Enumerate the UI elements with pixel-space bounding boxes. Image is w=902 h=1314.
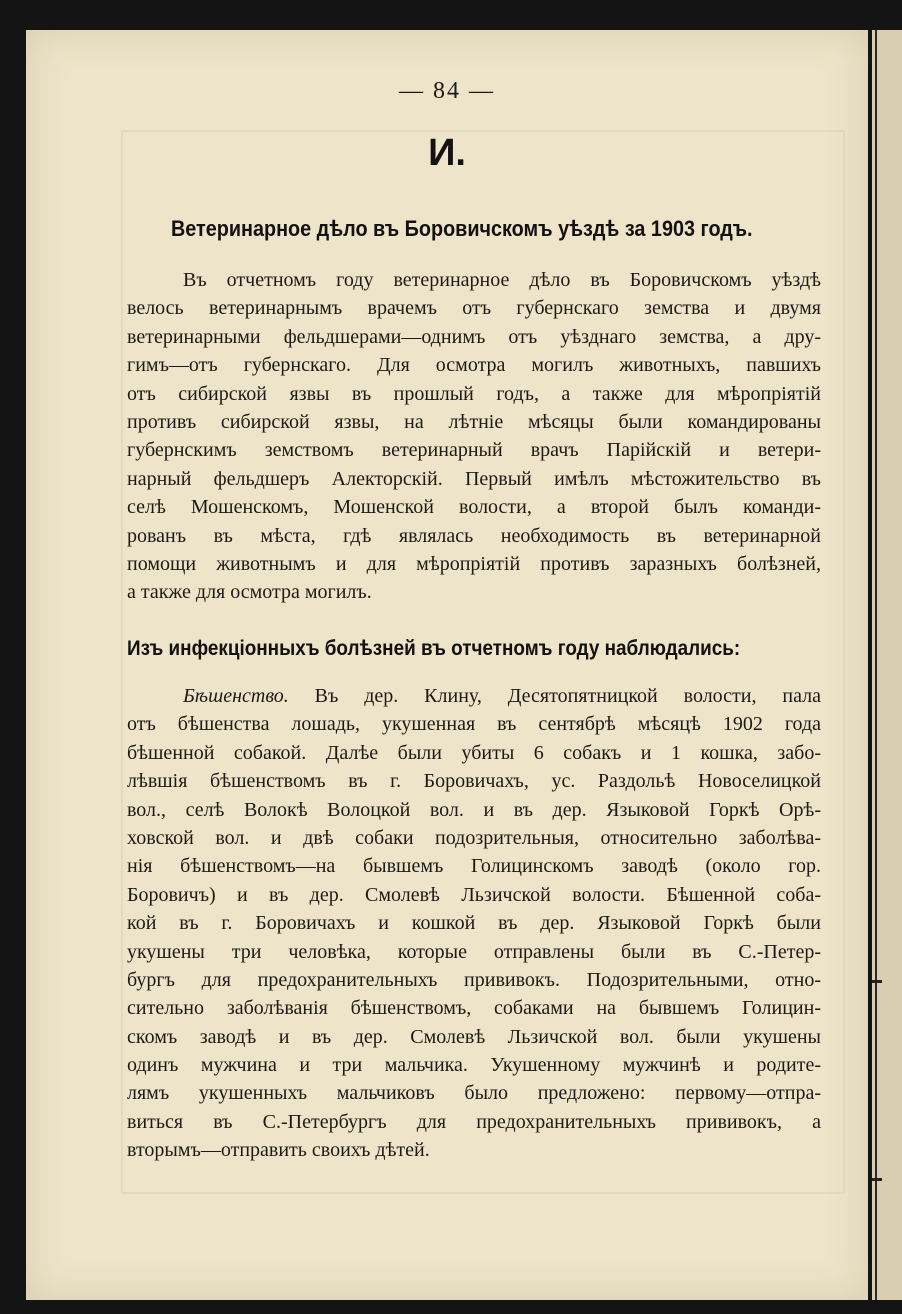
edge-mark	[872, 980, 882, 983]
text-line: бѣшенной собакой. Далѣе были убиты 6 собакъ и 1 кошка, забо-	[127, 741, 821, 764]
text-line: помощи животнымъ и для мѣропріятій противъ заразныхъ болѣзней,	[127, 552, 821, 575]
text-line: лѣвшія бѣшенствомъ въ г. Боровичахъ, ус. Раздольѣ Новоселицкой	[127, 770, 821, 793]
text-line: а также для осмотра могилъ.	[127, 581, 372, 604]
text-line: вол., селѣ Волокѣ Волоцкой вол. и въ дер. Языковой Горкѣ Орѣ-	[127, 798, 821, 821]
text-line: селѣ Мошенскомъ, Мошенской волости, а второй былъ команди-	[127, 496, 821, 519]
paragraph-intro	[127, 266, 821, 607]
text-line: нарный фельдшеръ Алекторскій. Первый имѣлъ мѣстожительство въ	[127, 467, 821, 490]
text-line: губернскимъ земствомъ ветеринарный врачъ Парійскій и ветери-	[127, 439, 821, 462]
text-line: виться въ С.-Петербургъ для предохранительныхъ прививокъ, а	[127, 1110, 821, 1133]
text-line: гимъ—отъ губернскаго. Для осмотра могилъ животныхъ, павшихъ	[127, 354, 821, 377]
text-line: рованъ въ мѣста, гдѣ являлась необходимость въ ветеринарной	[127, 524, 821, 547]
book-page	[26, 30, 868, 1300]
text-line: противъ сибирской язвы, на лѣтніе мѣсяцы были командированы	[127, 410, 821, 433]
text-line: укушены три человѣка, которые отправлены были въ С.-Петер-	[127, 940, 821, 963]
section-subheading: Изъ инфекціонныхъ болѣзней въ отчетномъ году наблюдались:	[127, 637, 741, 660]
text-line: кой въ г. Боровичахъ и кошкой въ дер. Языковой Горкѣ были	[127, 912, 821, 935]
text-line: велось ветеринарнымъ врачемъ отъ губернскаго земства и двумя	[127, 297, 821, 320]
text-line-rest: Въ дер. Клину, Десятопятницкой волости, пала	[288, 685, 821, 707]
paragraph-rabies	[127, 682, 821, 1165]
page-title: Ветеринарное дѣло въ Боровичскомъ уѣздѣ за 1903 годъ.	[171, 216, 753, 241]
text-line-first	[127, 682, 821, 710]
text-line: Въ отчетномъ году ветеринарное дѣло въ Боровичскомъ уѣздѣ	[183, 269, 821, 291]
text-line: сительно заболѣванія бѣшенствомъ, собаками на бывшемъ Голицин-	[127, 997, 821, 1020]
text-line: ховской вол. и двѣ собаки подозрительныя, относительно заболѣва-	[127, 826, 821, 849]
text-line: нія бѣшенствомъ—на бывшемъ Голицинскомъ заводѣ (около гор.	[127, 855, 821, 878]
adjacent-page-edge	[872, 30, 902, 1300]
text-line: ветеринарными фельдшерами—однимъ отъ уѣзднаго земства, а дру-	[127, 325, 821, 348]
text-line: одинъ мужчина и три мальчика. Укушенному мужчинѣ и родите-	[127, 1054, 821, 1077]
page-fold-line	[875, 30, 877, 1300]
text-line: вторымъ—отправить своихъ дѣтей.	[127, 1139, 430, 1162]
emphasis-term: Бѣшенство.	[183, 685, 289, 707]
text-line: отъ бѣшенства лошадь, укушенная въ сентябрѣ мѣсяцѣ 1902 года	[127, 713, 821, 736]
page-number: — 84 —	[399, 78, 495, 104]
text-line: лямъ укушенныхъ мальчиковъ было предложено: первому—отпра-	[127, 1082, 821, 1105]
edge-mark	[872, 1178, 882, 1181]
text-line: скомъ заводѣ и въ дер. Смолевѣ Льзичской вол. были укушены	[127, 1025, 821, 1048]
text-line: Боровичъ) и въ дер. Смолевѣ Льзичской волости. Бѣшенной соба-	[127, 883, 821, 906]
text-line: бургъ для предохранительныхъ прививокъ. Подозрительными, отно-	[127, 968, 821, 991]
section-number: И.	[428, 132, 466, 174]
text-line: отъ сибирской язвы въ прошлый годъ, а также для мѣропріятій	[127, 382, 821, 405]
